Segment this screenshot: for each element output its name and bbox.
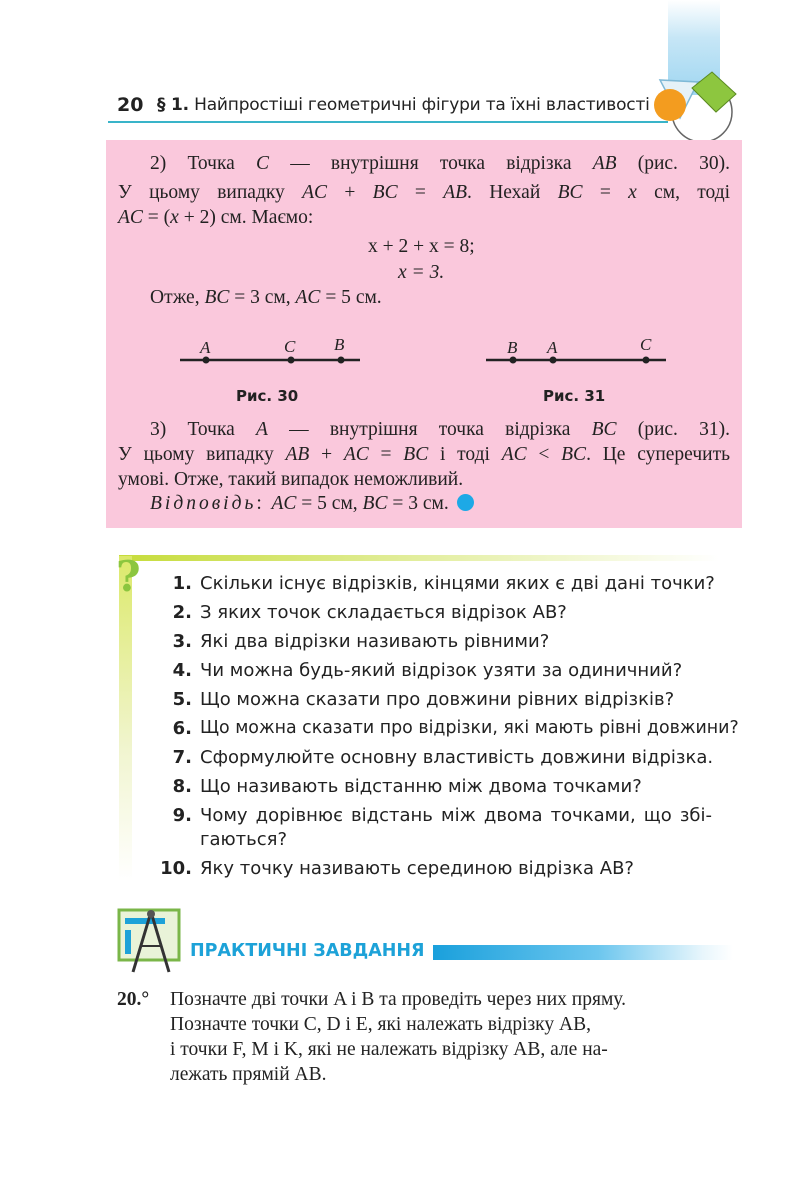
fig31-point-a: A [547, 338, 558, 357]
questions-side-bar [119, 556, 132, 881]
fig30-point-a: A [200, 338, 211, 357]
compass-ruler-icon [117, 906, 187, 978]
case2-result: Отже, BC = 3 см, AC = 5 см. [150, 287, 382, 308]
practical-tasks-bar [433, 945, 733, 960]
answer-line: Відповідь: AC = 5 см, BC = 3 см. [150, 493, 474, 515]
case3-line3: умові. Отже, такий випадок неможливий. [118, 469, 464, 490]
geometric-shapes-icon [640, 60, 760, 150]
section-title-text: Найпростіші геометричні фігури та їхні властивості [194, 95, 650, 115]
figure-30-caption: Рис. 30 [236, 387, 299, 405]
header-rule [108, 121, 668, 123]
page-number: 20 [117, 94, 144, 116]
section-title [157, 95, 650, 115]
question-mark-icon: ? [116, 552, 141, 601]
fig30-point-b: B [334, 335, 345, 354]
case3-line2: У цьому випадку AB + AC = BC і тоді AC < BC. Це суперечить [118, 444, 731, 465]
questions-top-rule [119, 555, 719, 561]
section-mark: § 1. [157, 95, 189, 115]
fig30-point-c: C [284, 337, 296, 356]
exercise-number: 20.° [117, 989, 150, 1010]
exercise-line: і точки F, M і K, які не належать відрізку AB, але на- [170, 1039, 608, 1060]
answer-label: Відповідь [150, 493, 257, 514]
exercise-line: лежать прямій AB. [170, 1064, 327, 1085]
equation-2: x = 3. [398, 262, 445, 283]
practical-tasks-heading: ПРАКТИЧНІ ЗАВДАННЯ [190, 941, 425, 961]
case3-line1: 3) Точка A — внутрішня точка відрізка BC (рис. 31). [150, 419, 730, 440]
fig31-point-c: C [640, 335, 652, 354]
exercise-line: Позначте дві точки A і B та проведіть через них пряму. [170, 989, 626, 1010]
end-of-solution-dot-icon [457, 494, 474, 511]
fig31-point-b: B [507, 338, 518, 357]
figure-31-caption: Рис. 31 [543, 387, 606, 405]
equation-1: x + 2 + x = 8; [368, 236, 475, 257]
exercise-line: Позначте точки C, D і E, які належать відрізку AB, [170, 1014, 591, 1035]
case2-line1: 2) Точка C — внутрішня точка відрізка AB (рис. 30). [150, 153, 730, 174]
case2-line3: AC = (x + 2) см. Маємо: [118, 207, 314, 228]
case2-line2: У цьому випадку AC + BC = AB. Нехай BC = x см, тоді [118, 182, 731, 203]
